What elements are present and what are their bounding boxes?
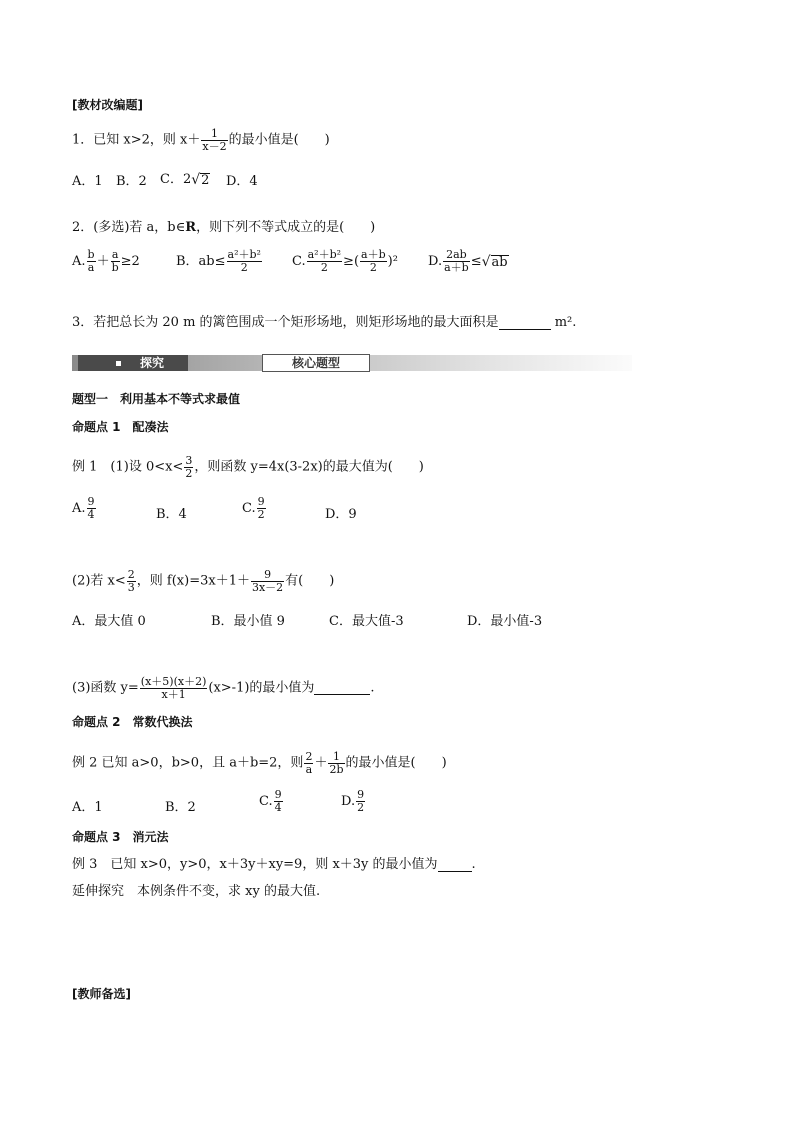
fraction-denominator: 4	[274, 801, 282, 814]
answer-blank[interactable]	[499, 317, 551, 330]
option-c-label: C．2	[160, 172, 192, 187]
example-stem-c: 有( )	[285, 573, 335, 589]
fraction-numerator: 3	[185, 454, 193, 467]
example-stem-a: (2)若 x<	[72, 573, 126, 589]
question-2-stem-a: 2．(多选)若 a，b∈	[72, 220, 186, 235]
fraction-denominator: a	[87, 261, 95, 274]
fraction	[328, 751, 344, 776]
fraction	[140, 676, 208, 701]
plus-sign: ＋	[314, 755, 328, 771]
fraction-denominator: 2	[257, 508, 265, 521]
fraction-denominator: 2b	[329, 763, 344, 776]
example-2-option-a: A．1	[72, 800, 103, 815]
question-1-stem-b: 的最小值是( )	[228, 132, 330, 148]
answer-blank[interactable]	[438, 859, 472, 872]
fraction-numerator: 2	[305, 750, 313, 763]
fraction	[184, 455, 193, 480]
fraction	[87, 249, 96, 274]
prop-3-title: 命题点 3 消元法	[72, 830, 169, 844]
fraction-denominator: 3x－2	[251, 581, 284, 594]
fraction-numerator: a	[111, 248, 119, 261]
fraction-numerator: 9	[357, 788, 365, 801]
example-stem-b: ，则函数 y=4x(3-2x)的最大值为( )	[194, 459, 424, 475]
fraction-denominator: 2	[369, 261, 377, 274]
example-1-1-option-d: D．9	[325, 507, 357, 522]
question-1-fraction	[201, 128, 227, 153]
fraction-denominator: 2	[185, 467, 193, 480]
option-label: B．ab≤	[176, 254, 226, 269]
sqrt-symbol: √ab	[481, 253, 508, 270]
section-title-teacher: [教师备选]	[72, 987, 131, 1001]
fraction-denominator: 2	[320, 261, 328, 274]
fraction-numerator: 9	[274, 788, 282, 801]
question-3-stem: 3．若把总长为 20 m 的篱笆围成一个矩形场地，则矩形场地的最大面积是	[72, 315, 499, 330]
banner-label-explore	[78, 355, 188, 371]
fraction	[307, 249, 342, 274]
question-1-option-d: D．4	[226, 174, 258, 189]
example-2	[72, 751, 447, 776]
example-stem-b: ，则 f(x)=3x＋1＋	[136, 573, 250, 589]
option-label: D.	[428, 254, 443, 269]
fraction-numerator: b	[87, 248, 95, 261]
question-3	[72, 315, 576, 332]
banner-label-core-types: 核心题型	[262, 354, 370, 372]
type-1-title: 题型一 利用基本不等式求最值	[72, 392, 241, 406]
banner-left-text: 探究	[140, 356, 165, 370]
example-stem-a: (3)函数 y=	[72, 680, 139, 696]
option-label: C.	[259, 794, 273, 809]
extension-prompt: 延伸探究 本例条件不变，求 xy 的最大值.	[72, 884, 321, 899]
option-middle: ≥(	[343, 254, 360, 269]
fraction	[356, 789, 365, 814]
example-tail: .	[370, 680, 375, 696]
example-stem: 例 3 已知 x>0，y>0，x＋3y＋xy=9，则 x＋3y 的最小值为	[72, 857, 438, 872]
real-set-symbol: R	[185, 220, 197, 235]
fraction-numerator: 9	[87, 495, 95, 508]
sqrt-argument: ab	[491, 254, 508, 270]
fraction-denominator: 2	[357, 801, 365, 814]
question-1	[72, 128, 330, 153]
example-stem-a: 例 2 已知 a>0，b>0，且 a＋b=2，则	[72, 755, 304, 771]
option-label: A.	[72, 501, 86, 516]
fraction-numerator: a²＋b²	[227, 248, 261, 261]
option-tail: )²	[387, 254, 398, 269]
fraction-numerator: 2	[127, 568, 135, 581]
option-label: A.	[72, 254, 86, 269]
question-2-option-d	[428, 249, 509, 274]
fraction	[360, 249, 387, 274]
example-1-2-option-b: B．最小值 9	[211, 614, 285, 629]
option-label: C.	[292, 254, 306, 269]
example-tail: .	[471, 857, 476, 872]
sqrt-argument: 2	[201, 172, 210, 188]
option-tail: ≥2	[120, 254, 140, 269]
example-3	[72, 857, 476, 874]
fraction-numerator: (x＋5)(x＋2)	[140, 675, 207, 688]
fraction-denominator: a	[305, 763, 313, 776]
example-2-option-b: B．2	[165, 800, 196, 815]
example-1-2-option-d: D．最小值-3	[467, 614, 543, 629]
example-1-2-option-c: C．最大值-3	[329, 614, 404, 629]
fraction-denominator: b	[111, 261, 119, 274]
answer-blank[interactable]	[314, 682, 370, 695]
prop-2-title: 命题点 2 常数代换法	[72, 715, 193, 729]
question-1-stem-a: 1．已知 x>2，则 x＋	[72, 132, 201, 148]
fraction-denominator: a＋b	[444, 261, 469, 274]
fraction	[304, 751, 313, 776]
plus-sign: ＋	[96, 254, 110, 269]
question-2-option-a	[72, 249, 140, 274]
question-1-option-a: A．1	[72, 174, 103, 189]
fraction-denominator: x－2	[202, 140, 227, 153]
less-equal-sign: ≤	[470, 254, 482, 269]
fraction-numerator: 2ab	[443, 249, 470, 262]
fraction-numerator: 1	[328, 751, 344, 764]
example-stem-b: 的最小值是( )	[345, 755, 447, 771]
option-label: C.	[242, 501, 256, 516]
fraction-denominator: 4	[87, 508, 95, 521]
example-stem-b: (x>-1)的最小值为	[208, 680, 315, 696]
question-2-option-b	[176, 249, 263, 274]
example-1-1-option-b: B．4	[156, 507, 187, 522]
fraction	[443, 249, 470, 274]
question-2	[72, 220, 375, 237]
option-label: D.	[341, 794, 356, 809]
fraction-denominator: 3	[127, 581, 135, 594]
fraction-denominator: 2	[240, 261, 248, 274]
sqrt-symbol: √2	[191, 171, 210, 188]
example-1-part-3	[72, 676, 375, 701]
question-1-option-c	[160, 168, 210, 188]
example-1-1-option-a	[72, 496, 97, 521]
fraction-numerator: a²＋b²	[307, 248, 342, 261]
section-banner	[72, 352, 632, 374]
fraction	[87, 496, 96, 521]
fraction	[111, 249, 120, 274]
prop-1-title: 命题点 1 配凑法	[72, 420, 169, 434]
fraction	[251, 569, 284, 594]
fraction-numerator: 9	[251, 569, 284, 582]
fraction-numerator: 1	[201, 128, 227, 141]
example-1-1-option-c	[242, 496, 267, 521]
fraction-denominator: x＋1	[161, 688, 186, 701]
section-title-textbook: [教材改编题]	[72, 98, 143, 112]
example-stem-a: 例 1 (1)设 0<x<	[72, 459, 184, 475]
square-bullet-icon	[116, 361, 121, 366]
question-2-stem-b: ，则下列不等式成立的是( )	[196, 220, 376, 235]
example-2-option-d	[341, 789, 366, 814]
question-2-option-c	[292, 249, 398, 274]
fraction-numerator: a＋b	[361, 248, 386, 261]
example-1-part-1	[72, 455, 424, 480]
fraction	[227, 249, 262, 274]
fraction	[127, 569, 136, 594]
fraction	[257, 496, 266, 521]
example-2-option-c	[259, 789, 284, 814]
question-3-unit: m².	[554, 315, 577, 330]
question-1-option-b: B．2	[116, 174, 147, 189]
example-1-2-option-a: A．最大值 0	[72, 614, 146, 629]
fraction-numerator: 9	[257, 495, 265, 508]
fraction	[274, 789, 283, 814]
example-1-part-2	[72, 569, 334, 594]
